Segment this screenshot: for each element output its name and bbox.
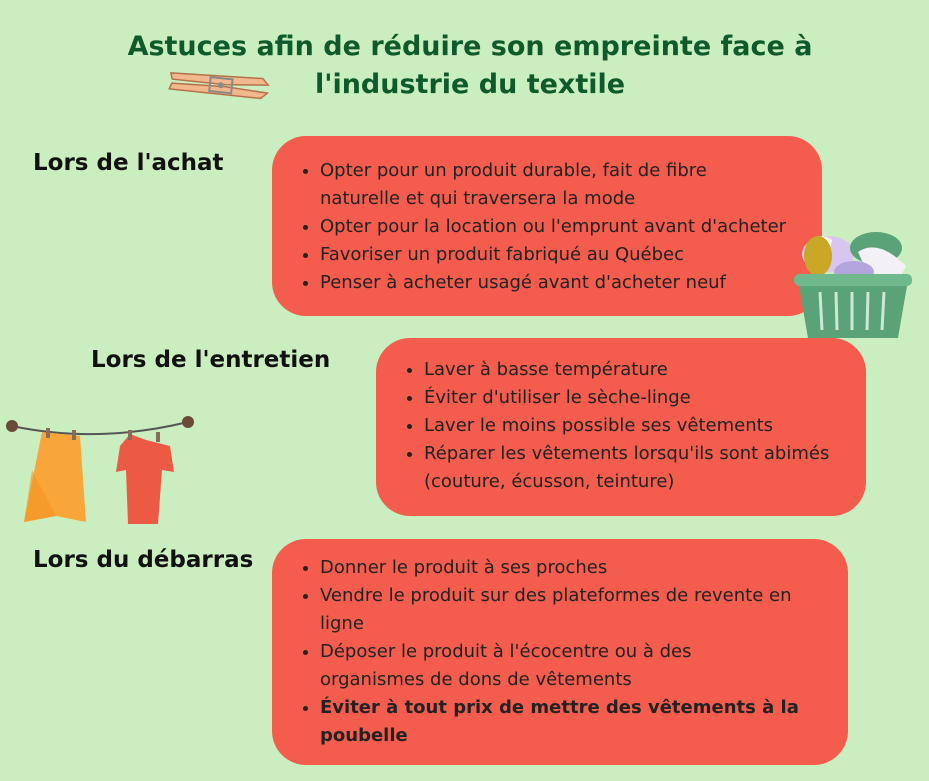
list-entretien: [376, 356, 866, 496]
section-heading-achat: Lors de l'achat: [33, 150, 224, 176]
list-item: • Réparer les vêtements lorsqu'ils sont abimés (couture, écusson, teinture): [424, 440, 844, 496]
page-title-line-2: l'industrie du textile: [314, 69, 626, 100]
laundry-basket-icon: [788, 226, 918, 340]
card-achat: [272, 136, 822, 316]
list-item: • Opter pour la location ou l'emprunt avant d'acheter: [320, 213, 822, 241]
list-item: • Éviter d'utiliser le sèche-linge: [424, 384, 866, 412]
page-title-line-1: Astuces afin de réduire son empreinte face à: [127, 31, 813, 62]
list-item: • Laver le moins possible ses vêtements: [424, 412, 866, 440]
list-item: • Éviter à tout prix de mettre des vêtements à la poubelle: [320, 694, 810, 750]
list-item: • Déposer le produit à l'écocentre ou à des organismes de dons de vêtements: [320, 638, 740, 694]
list-item: • Vendre le produit sur des plateformes de revente en ligne: [320, 582, 820, 638]
section-heading-entretien: Lors de l'entretien: [91, 347, 331, 373]
card-entretien: [376, 338, 866, 516]
clothespin-icon: [166, 62, 272, 106]
section-heading-debarras: Lors du débarras: [33, 547, 254, 573]
clothesline-icon: [2, 410, 198, 532]
list-item: • Penser à acheter usagé avant d'acheter neuf: [320, 269, 822, 297]
list-item: • Donner le produit à ses proches: [320, 554, 848, 582]
list-debarras: [272, 554, 848, 750]
list-item: • Opter pour un produit durable, fait de fibre naturelle et qui traversera la mode: [320, 157, 720, 213]
list-achat: [272, 157, 822, 297]
list-item: • Favoriser un produit fabriqué au Québec: [320, 241, 822, 269]
list-item: • Laver à basse température: [424, 356, 866, 384]
card-debarras: [272, 539, 848, 765]
